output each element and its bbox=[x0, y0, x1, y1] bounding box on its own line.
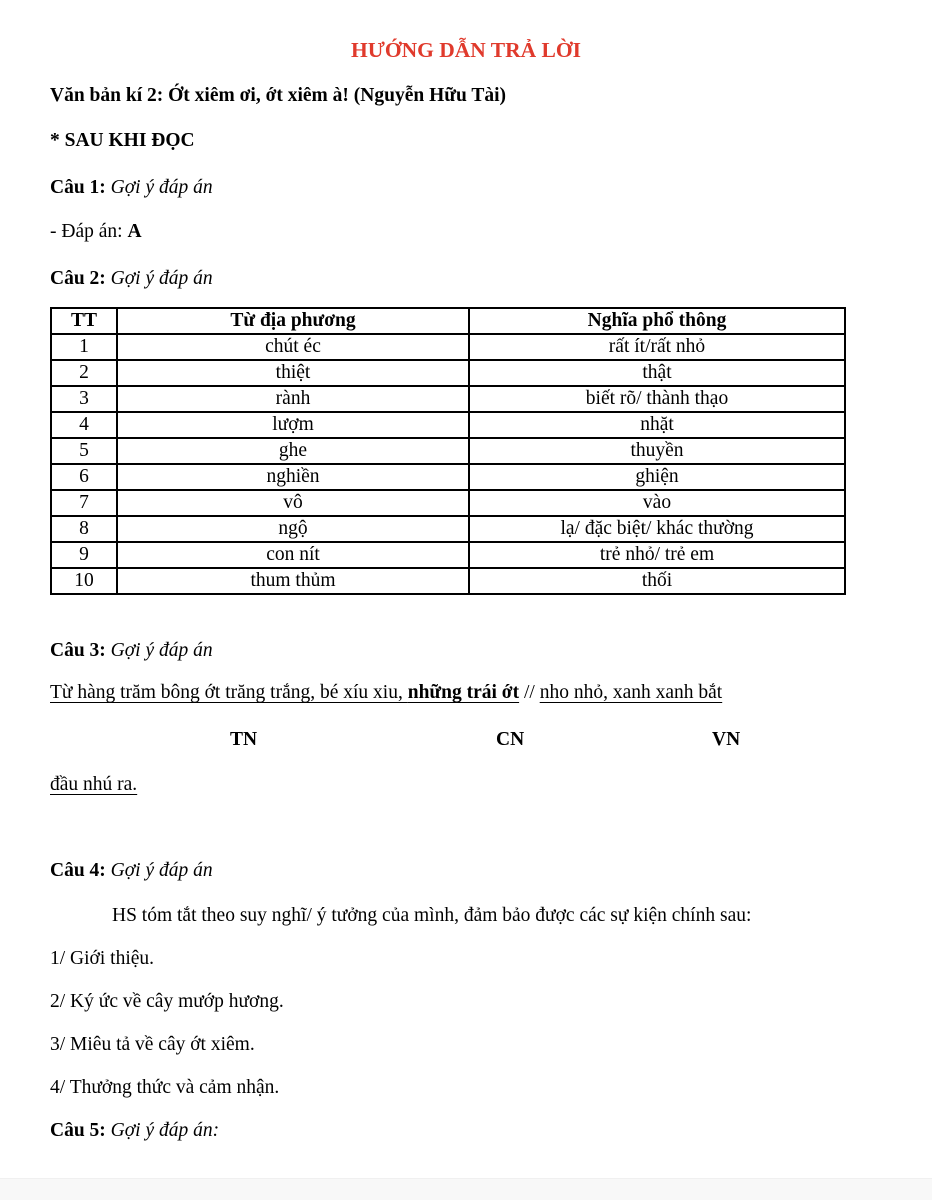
question-4-hint: Gợi ý đáp án bbox=[110, 860, 213, 881]
question-3-line bbox=[50, 640, 882, 662]
header-cell-tt: TT bbox=[51, 308, 117, 334]
cell-local-word: thiệt bbox=[117, 360, 469, 386]
cell-local-word: nghiền bbox=[117, 464, 469, 490]
question-3-label: Câu 3: bbox=[50, 640, 106, 661]
sentence-part-tn: Từ hàng trăm bông ớt trăng trắng, bé xíu xiu, bbox=[50, 682, 408, 703]
analyzed-sentence bbox=[50, 682, 882, 704]
cell-common-meaning: thối bbox=[469, 568, 845, 594]
table-header-row bbox=[51, 308, 845, 334]
cell-local-word: lượm bbox=[117, 412, 469, 438]
cell-tt: 5 bbox=[51, 438, 117, 464]
question-3-hint: Gợi ý đáp án bbox=[110, 640, 213, 661]
document-page bbox=[0, 38, 932, 1142]
label-cn: CN bbox=[496, 729, 525, 750]
table-row bbox=[51, 412, 845, 438]
cell-tt: 9 bbox=[51, 542, 117, 568]
answer-letter: A bbox=[127, 221, 142, 242]
table-row bbox=[51, 360, 845, 386]
document-title: HƯỚNG DẪN TRẢ LỜI bbox=[351, 38, 581, 62]
summary-item-1: 1/ Giới thiệu. bbox=[50, 948, 155, 969]
question-2-label: Câu 2: bbox=[50, 268, 106, 289]
cell-common-meaning: biết rõ/ thành thạo bbox=[469, 386, 845, 412]
cell-tt: 4 bbox=[51, 412, 117, 438]
cell-tt: 10 bbox=[51, 568, 117, 594]
cell-local-word: con nít bbox=[117, 542, 469, 568]
cell-local-word: vô bbox=[117, 490, 469, 516]
label-tn: TN bbox=[230, 729, 258, 750]
sentence-separator: // bbox=[519, 682, 540, 703]
question-4-line bbox=[50, 860, 882, 882]
table-row bbox=[51, 386, 845, 412]
table-row bbox=[51, 464, 845, 490]
cell-local-word: rành bbox=[117, 386, 469, 412]
question-1-hint: Gợi ý đáp án bbox=[110, 177, 213, 198]
cell-common-meaning: ghiện bbox=[469, 464, 845, 490]
question-5-hint: Gợi ý đáp án: bbox=[110, 1120, 220, 1141]
question-2-line bbox=[50, 268, 882, 290]
cell-common-meaning: thật bbox=[469, 360, 845, 386]
page-bottom-edge bbox=[0, 1178, 932, 1200]
cell-common-meaning: vào bbox=[469, 490, 845, 516]
grammar-labels-row bbox=[50, 729, 882, 751]
cell-local-word: ghe bbox=[117, 438, 469, 464]
question-1-line bbox=[50, 177, 882, 199]
cell-common-meaning: lạ/ đặc biệt/ khác thường bbox=[469, 516, 845, 542]
sentence-part-cn: những trái ớt bbox=[407, 682, 520, 703]
cell-local-word: chút éc bbox=[117, 334, 469, 360]
cell-common-meaning: thuyền bbox=[469, 438, 845, 464]
table-row bbox=[51, 568, 845, 594]
cell-local-word: ngộ bbox=[117, 516, 469, 542]
section-heading-after-reading: * SAU KHI ĐỌC bbox=[50, 130, 195, 151]
question-5-line bbox=[50, 1120, 882, 1142]
label-vn: VN bbox=[712, 729, 741, 750]
cell-local-word: thum thủm bbox=[117, 568, 469, 594]
header-cell-local-word: Từ địa phương bbox=[117, 308, 469, 334]
cell-tt: 7 bbox=[51, 490, 117, 516]
answer-prefix: - Đáp án: bbox=[50, 221, 128, 242]
header-cell-common-meaning: Nghĩa phổ thông bbox=[469, 308, 845, 334]
cell-common-meaning: rất ít/rất nhỏ bbox=[469, 334, 845, 360]
table-row bbox=[51, 438, 845, 464]
summary-item-2: 2/ Ký ức về cây mướp hương. bbox=[50, 991, 284, 1012]
cell-tt: 3 bbox=[51, 386, 117, 412]
summary-intro: HS tóm tắt theo suy nghĩ/ ý tưởng của mình, đảm bảo được các sự kiện chính sau: bbox=[112, 905, 752, 926]
cell-tt: 1 bbox=[51, 334, 117, 360]
table-row bbox=[51, 542, 845, 568]
question-2-hint: Gợi ý đáp án bbox=[110, 268, 213, 289]
question-4-label: Câu 4: bbox=[50, 860, 106, 881]
document-subtitle: Văn bản kí 2: Ớt xiêm ơi, ớt xiêm à! (Nguyễn Hữu Tài) bbox=[50, 85, 506, 106]
question-5-label: Câu 5: bbox=[50, 1120, 106, 1141]
cell-tt: 6 bbox=[51, 464, 117, 490]
cell-common-meaning: trẻ nhỏ/ trẻ em bbox=[469, 542, 845, 568]
table-row bbox=[51, 490, 845, 516]
sentence-continuation: đầu nhú ra. bbox=[50, 774, 138, 795]
cell-tt: 8 bbox=[51, 516, 117, 542]
summary-item-4: 4/ Thưởng thức và cảm nhận. bbox=[50, 1077, 280, 1098]
cell-tt: 2 bbox=[51, 360, 117, 386]
question-1-answer bbox=[50, 221, 882, 243]
table-row bbox=[51, 516, 845, 542]
question-1-label: Câu 1: bbox=[50, 177, 106, 198]
table-row bbox=[51, 334, 845, 360]
sentence-part-vn: nho nhỏ, xanh xanh bắt bbox=[539, 682, 723, 703]
cell-common-meaning: nhặt bbox=[469, 412, 845, 438]
summary-item-3: 3/ Miêu tả về cây ớt xiêm. bbox=[50, 1034, 255, 1055]
local-words-table bbox=[50, 307, 846, 595]
